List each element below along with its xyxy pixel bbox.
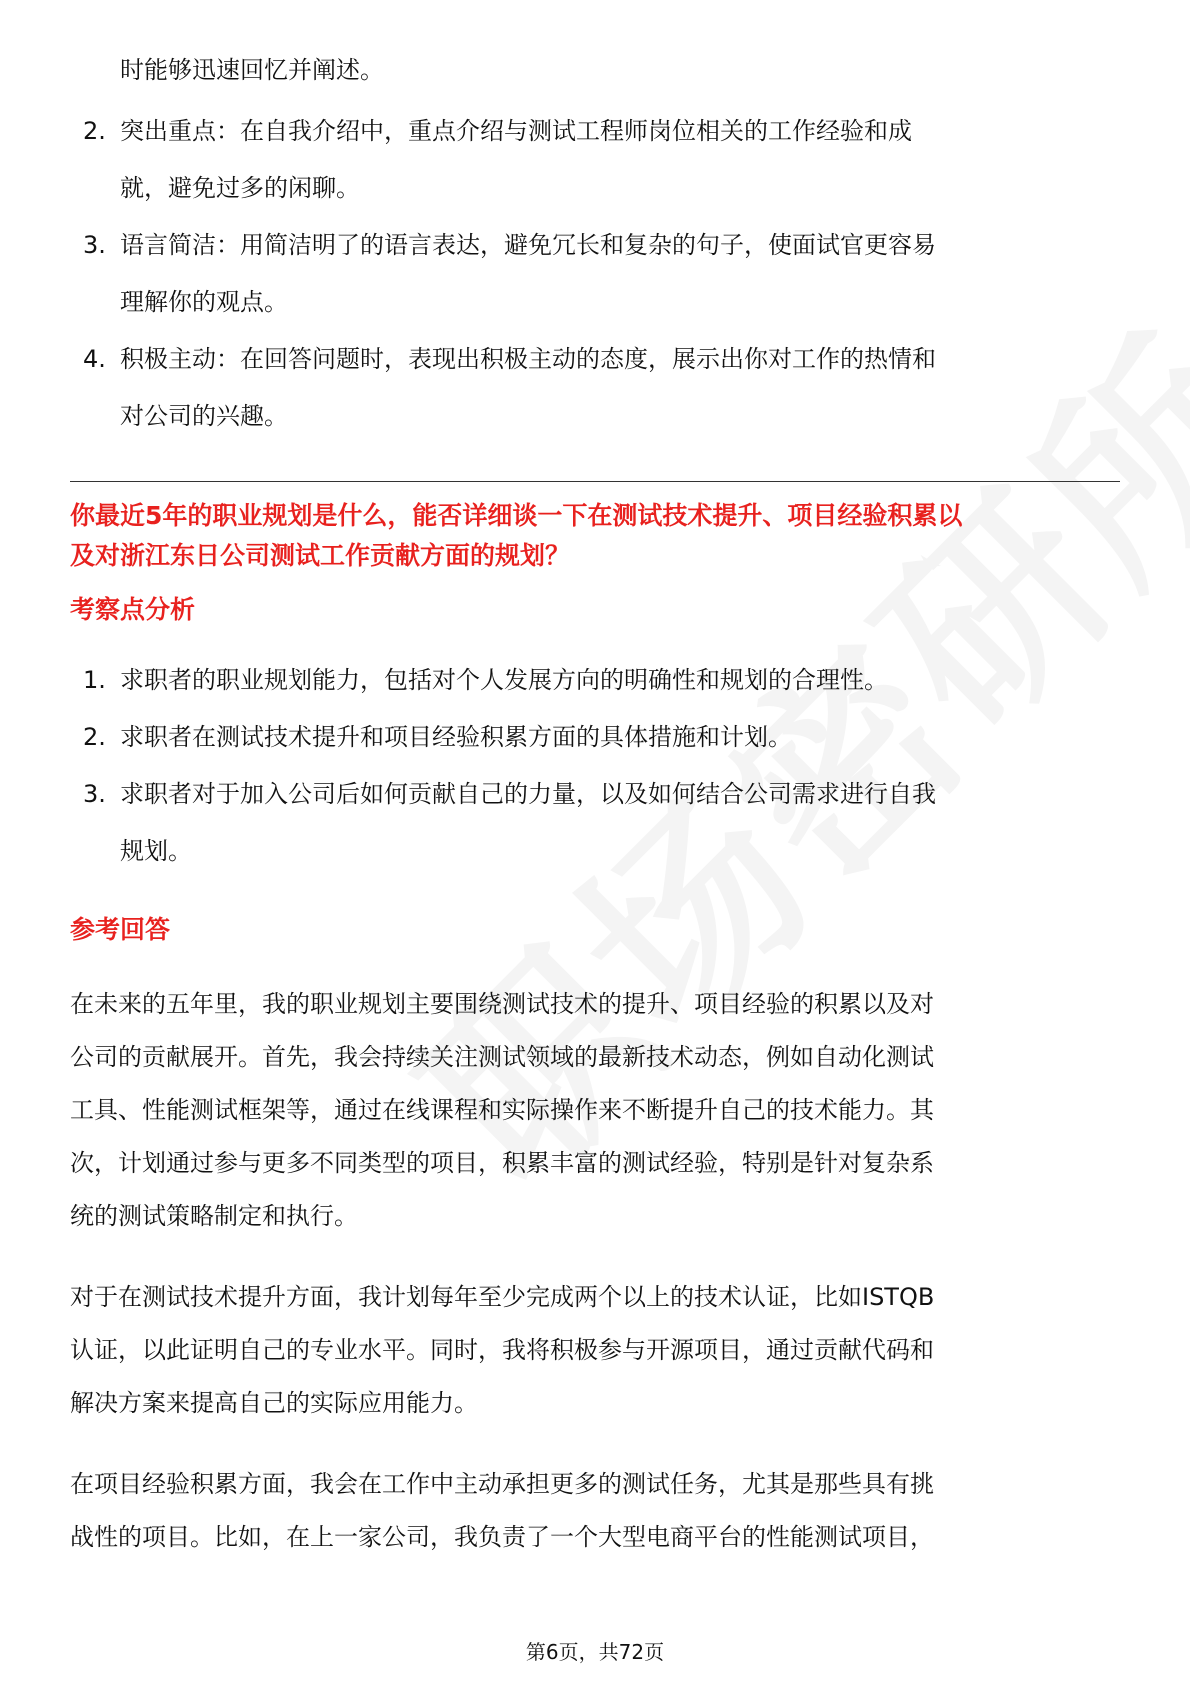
list-item — [70, 42, 1120, 99]
paragraph-line: 公司的贡献展开。首先，我会持续关注测试领域的最新技术动态，例如自动化测试 — [70, 1043, 934, 1071]
list-text-continued: 理解你的观点。 — [120, 288, 288, 316]
question-heading — [70, 496, 1120, 576]
paragraph-line: 战性的项目。比如，在上一家公司，我负责了一个大型电商平台的性能测试项目， — [70, 1523, 934, 1551]
list-item — [70, 331, 1120, 388]
page-content — [70, 42, 1120, 1564]
page-number: 第6页，共72页 — [525, 1640, 665, 1664]
list-text: 求职者在测试技术提升和项目经验积累方面的具体措施和计划。 — [120, 723, 792, 751]
question-line: 及对浙江东日公司测试工作贡献方面的规划？ — [70, 541, 571, 570]
list-text-continued: 规划。 — [120, 837, 192, 865]
paragraph-line: 在未来的五年里，我的职业规划主要围绕测试技术的提升、项目经验的积累以及对 — [70, 990, 934, 1018]
paragraph-line: 统的测试策略制定和执行。 — [70, 1202, 358, 1230]
paragraph-line: 认证，以此证明自己的专业水平。同时，我将积极参与开源项目，通过贡献代码和 — [70, 1336, 934, 1364]
paragraph-line: 解决方案来提高自己的实际应用能力。 — [70, 1389, 478, 1417]
list-item — [70, 103, 1120, 160]
list-number — [70, 42, 120, 99]
section-divider — [70, 481, 1120, 482]
list-number: 2. — [83, 723, 106, 751]
list-number: 2. — [83, 117, 106, 145]
list-number: 4. — [83, 345, 106, 373]
paragraph-line: 对于在测试技术提升方面，我计划每年至少完成两个以上的技术认证，比如ISTQB — [70, 1283, 935, 1311]
top-list — [70, 42, 1120, 445]
list-text: 求职者对于加入公司后如何贡献自己的力量，以及如何结合公司需求进行自我 — [120, 780, 936, 808]
list-number: 1. — [83, 666, 106, 694]
paragraph-line: 在项目经验积累方面，我会在工作中主动承担更多的测试任务，尤其是那些具有挑 — [70, 1470, 934, 1498]
list-text: 时能够迅速回忆并阐述。 — [120, 56, 384, 84]
list-text: 突出重点：在自我介绍中，重点介绍与测试工程师岗位相关的工作经验和成 — [120, 117, 912, 145]
list-text: 语言简洁：用简洁明了的语言表达，避免冗长和复杂的句子，使面试官更容易 — [120, 231, 936, 259]
list-number: 3. — [83, 231, 106, 259]
list-item — [70, 217, 1120, 274]
list-text: 积极主动：在回答问题时，表现出积极主动的态度，展示出你对工作的热情和 — [120, 345, 936, 373]
answer-title: 参考回答 — [70, 915, 171, 944]
list-number: 3. — [83, 780, 106, 808]
analysis-title: 考察点分析 — [70, 595, 196, 624]
list-item — [70, 766, 1120, 823]
list-text-continued: 就，避免过多的闲聊。 — [120, 174, 360, 202]
list-text: 求职者的职业规划能力，包括对个人发展方向的明确性和规划的合理性。 — [120, 666, 888, 694]
list-item — [70, 709, 1120, 766]
list-item — [70, 652, 1120, 709]
list-text-continued: 对公司的兴趣。 — [120, 402, 288, 430]
analysis-list — [70, 652, 1120, 880]
answer-paragraph — [70, 978, 1120, 1243]
answer-paragraph — [70, 1271, 1120, 1430]
paragraph-line: 工具、性能测试框架等，通过在线课程和实际操作来不断提升自己的技术能力。其 — [70, 1096, 934, 1124]
answer-paragraph — [70, 1458, 1120, 1564]
question-line: 你最近5年的职业规划是什么，能否详细谈一下在测试技术提升、项目经验积累以 — [70, 501, 963, 530]
paragraph-line: 次，计划通过参与更多不同类型的项目，积累丰富的测试经验，特别是针对复杂系 — [70, 1149, 934, 1177]
